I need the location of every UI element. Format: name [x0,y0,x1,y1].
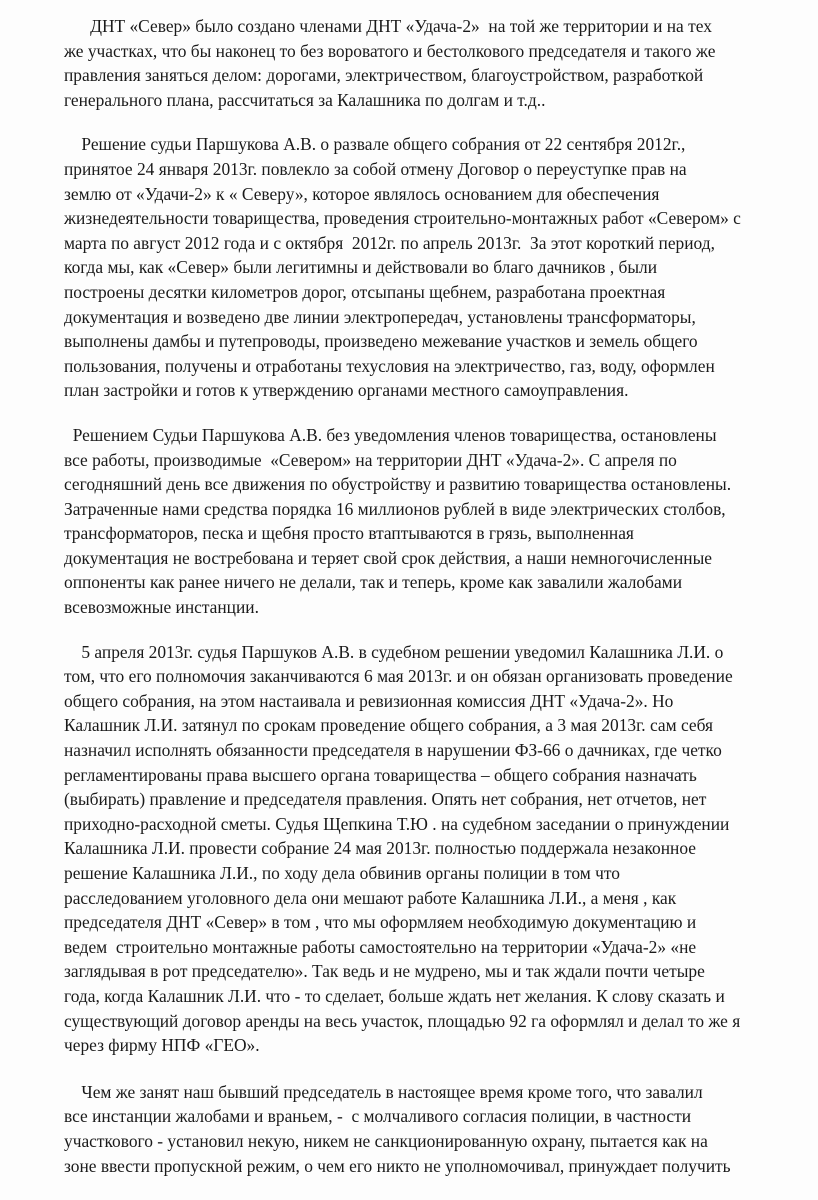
text-line: Калашник Л.И. затянул по срокам проведение общего собрания, а 3 мая 2013г. сам себя [64,715,714,736]
text-line: принятое 24 января 2013г. повлекло за собой отмену Договор о переуступке прав на [64,158,687,179]
text-line: приходно-расходной сметы. Судья Щепкина Т.Ю . на судебном заседании о принуждении [64,813,730,834]
paragraph-4 [64,640,768,1058]
text-line: Решением Судьи Паршукова А.В. без уведомления членов товарищества, остановлены [64,424,717,445]
text-line: расследованием уголовного дела они мешают работе Калашника Л.И., а меня , как [64,887,677,908]
text-line: документация не востребована и теряет свой срок действия, а наши немногочисленные [64,547,712,568]
text-line: председателя ДНТ «Север» в том , что мы оформляем необходимую документацию и [64,912,697,933]
text-line: решение Калашника Л.И., по ходу дела обвинив органы полиции в том что [64,863,620,883]
text-line: ведем строительно монтажные работы самостоятельно на территории «Удача-2» «не [64,936,697,957]
text-line: когда мы, как «Север» были легитимны и действовали во благо дачников , были [64,257,658,278]
paragraph-2 [64,132,768,403]
text-line: землю от «Удачи-2» к « Северу», которое являлось основанием для обеспечения [64,183,660,204]
text-line: же участках, что бы наконец то без вороватого и бестолкового председателя и такого же [64,40,716,61]
paragraph-3 [64,423,768,620]
text-line: все работы, производимые «Севером» на территории ДНТ «Удача-2». С апреля по [64,449,677,470]
text-line: зоне ввести пропускной режим, о чем его никто не уполномочивал, принуждает получить [64,1155,731,1176]
text-line: Чем же занят наш бывший председатель в настоящее время кроме того, что завалил [64,1081,703,1102]
text-line: документация и возведено две линии электропередач, установлены трансформаторы, [64,306,696,327]
text-line: всевозможные инстанции. [64,597,259,618]
text-line: заглядывая в рот председателю». Так ведь и не мудрено, мы и так ждали почти четыре [64,961,705,982]
text-line: жизнедеятельности товарищества, проведения строительно-монтажных работ «Севером» с [64,208,741,229]
text-line: года, когда Калашник Л.И. что - то сделает, больше ждать нет желания. К слову сказать и [64,985,725,1006]
text-line: через фирму НПФ «ГЕО». [64,1035,260,1056]
text-line: оппоненты как ранее ничего не делали, так и теперь, кроме как завалили жалобами [64,572,682,593]
text-line: 5 апреля 2013г. судья Паршуков А.В. в судебном решении уведомил Калашника Л.И. о [64,641,724,662]
text-line: (выбирать) правление и председателя правления. Опять нет собрания, нет отчетов, нет [64,789,707,810]
paragraph-1 [64,14,768,112]
text-line: ДНТ «Север» было создано членами ДНТ «Удача-2» на той же территории и на тех [64,16,712,36]
text-line: сегодняшний день все движения по обустройству и развитию товарищества остановлены. [64,474,732,495]
text-line: общего собрания, на этом настаивала и ревизионная комиссия ДНТ «Удача-2». Но [64,690,674,711]
text-line: том, что его полномочия заканчиваются 6 мая 2013г. и он обязан организовать проведение [64,666,733,687]
text-line: существующий договор аренды на весь участок, площадью 92 га оформлял и делал то же я [64,1010,741,1031]
text-line: Затраченные нами средства порядка 16 миллионов рублей в виде электрических столбов, [64,498,726,519]
text-line: трансформаторов, песка и щебня просто втаптываются в грязь, выполненная [64,523,634,544]
text-line: план застройки и готов к утверждению органами местного самоуправления. [64,380,629,401]
text-line: назначил исполнять обязанности председателя в нарушении ФЗ-66 о дачниках, где четко [64,740,722,761]
text-line: пользования, получены и отработаны техусловия на электричество, газ, воду, оформлен [64,355,715,376]
text-line: регламентированы права высшего органа товарищества – общего собрания назначать [64,764,697,785]
paragraph-5 [64,1080,768,1178]
text-line: Калашника Л.И. провести собрание 24 мая 2013г. полностью поддержала незаконное [64,838,696,859]
text-line: выполнены дамбы и путепроводы, произведено межевание участков и земель общего [64,331,698,352]
text-line: правления заняться делом: дорогами, электричеством, благоустройством, разработкой [64,65,704,86]
text-line: генерального плана, рассчитаться за Калашника по долгам и т.д.. [64,89,546,110]
text-line: марта по август 2012 года и с октября 2012г. по апрель 2013г. За этот короткий период, [64,232,715,253]
text-line: построены десятки километров дорог, отсыпаны щебнем, разработана проектная [64,281,666,302]
text-line: Решение судьи Паршукова А.В. о развале общего собрания от 22 сентября 2012г., [64,134,686,155]
text-line: участкового - установил некую, никем не санкционированную охрану, пытается как на [64,1130,708,1151]
text-line: все инстанции жалобами и враньем, - с молчаливого согласия полиции, в частности [64,1106,692,1127]
